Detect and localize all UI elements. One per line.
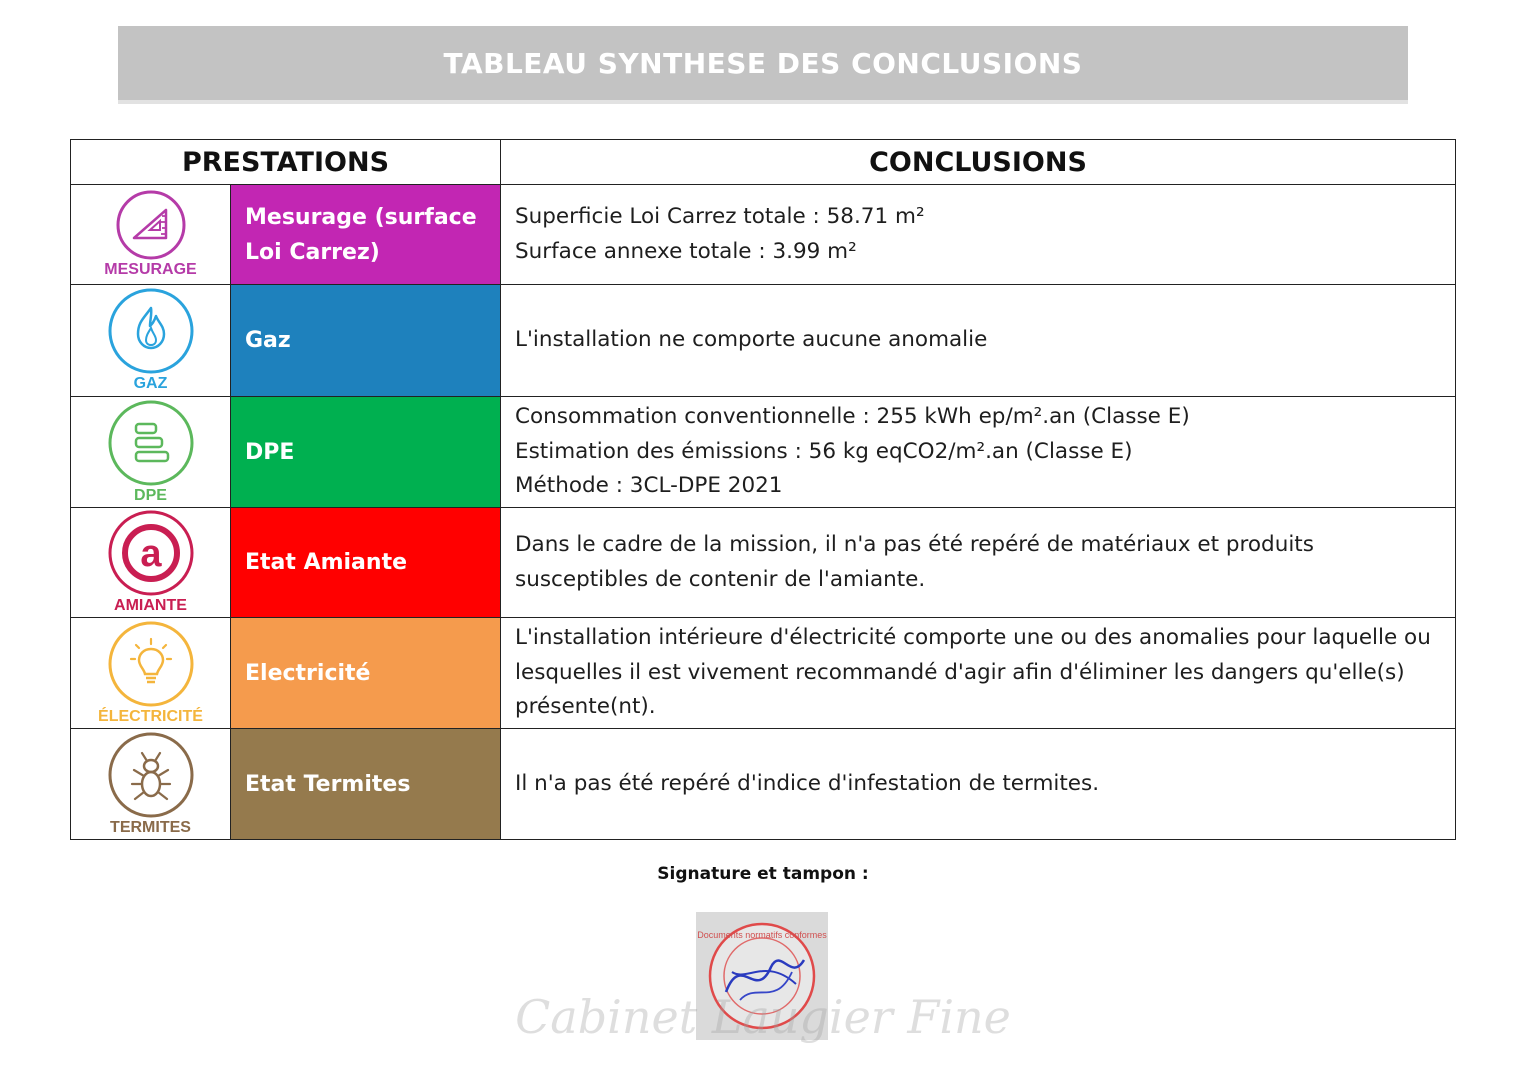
conclusion-mesurage bbox=[501, 185, 1456, 285]
icon-caption-termites: TERMITES bbox=[110, 818, 191, 836]
asbestos-a-icon bbox=[106, 510, 196, 596]
conclusion-line: Superficie Loi Carrez totale : 58.71 m² bbox=[515, 204, 925, 229]
termite-icon bbox=[106, 732, 196, 818]
table-row bbox=[71, 185, 1456, 285]
conclusion-line: Surface annexe totale : 3.99 m² bbox=[515, 238, 857, 264]
icon-caption-mesurage: MESURAGE bbox=[104, 261, 197, 278]
prestation-amiante: Etat Amiante bbox=[231, 508, 501, 618]
conclusion-line: Méthode : 3CL-DPE 2021 bbox=[515, 473, 783, 499]
stamp-text: Documents normatifs conformes bbox=[697, 930, 827, 940]
conclusion-line: Consommation conventionnelle : 255 kWh ep/m².an (Classe E) bbox=[515, 404, 1190, 430]
icon-caption-electricite: ÉLECTRICITÉ bbox=[98, 707, 203, 725]
conclusion-line: Estimation des émissions : 56 kg eqCO2/m².an (Classe E) bbox=[515, 438, 1133, 464]
icon-cell-termites bbox=[71, 729, 231, 840]
table-row bbox=[71, 508, 1456, 618]
conclusion-line: L'installation ne comporte aucune anomalie bbox=[515, 327, 988, 353]
table-row bbox=[71, 285, 1456, 397]
page-title: TABLEAU SYNTHESE DES CONCLUSIONS bbox=[443, 46, 1083, 80]
conclusion-line: Il n'a pas été repéré d'indice d'infestation de termites. bbox=[515, 770, 1100, 796]
svg-text:a: a bbox=[139, 533, 162, 575]
table-row bbox=[71, 618, 1456, 729]
table-row bbox=[71, 729, 1456, 840]
header-prestations: PRESTATIONS bbox=[71, 140, 501, 185]
icon-cell-amiante bbox=[71, 508, 231, 618]
icon-caption-dpe: DPE bbox=[134, 486, 167, 504]
prestation-dpe: DPE bbox=[231, 397, 501, 508]
icon-cell-gaz bbox=[71, 285, 231, 397]
conclusion-line: L'installation intérieure d'électricité comporte une ou des anomalies pour laquelle ou lesquelles il est vivement recommandé d'agir afin d'éliminer les dangers qu'elle(s) présente(nt). bbox=[515, 625, 1431, 720]
conclusion-line: Dans le cadre de la mission, il n'a pas été repéré de matériaux et produits susceptibles de contenir de l'amiante. bbox=[515, 532, 1314, 592]
prestation-mesurage: Mesurage (surface Loi Carrez) bbox=[231, 185, 501, 285]
watermark: Cabinet Laugier Fine bbox=[515, 990, 1011, 1044]
header-conclusions: CONCLUSIONS bbox=[501, 140, 1456, 185]
title-banner bbox=[118, 26, 1408, 104]
prestation-electricite: Electricité bbox=[231, 618, 501, 729]
icon-cell-mesurage bbox=[71, 185, 231, 285]
ruler-square-icon bbox=[114, 190, 188, 260]
prestation-gaz: Gaz bbox=[231, 285, 501, 397]
icon-cell-electricite bbox=[71, 618, 231, 729]
conclusion-gaz bbox=[501, 285, 1456, 397]
energy-bars-icon bbox=[106, 400, 196, 486]
table-row bbox=[71, 397, 1456, 508]
conclusion-termites bbox=[501, 729, 1456, 840]
signature-label: Signature et tampon : bbox=[657, 864, 869, 884]
icon-cell-dpe bbox=[71, 397, 231, 508]
conclusion-dpe bbox=[501, 397, 1456, 508]
conclusion-amiante bbox=[501, 508, 1456, 618]
icon-caption-gaz: GAZ bbox=[133, 375, 168, 392]
conclusions-table bbox=[70, 139, 1456, 840]
conclusion-electricite bbox=[501, 618, 1456, 729]
lightbulb-icon bbox=[106, 621, 196, 707]
flame-icon bbox=[106, 288, 196, 374]
prestation-termites: Etat Termites bbox=[231, 729, 501, 840]
table-header-row bbox=[71, 140, 1456, 185]
icon-caption-amiante: AMIANTE bbox=[114, 597, 187, 614]
